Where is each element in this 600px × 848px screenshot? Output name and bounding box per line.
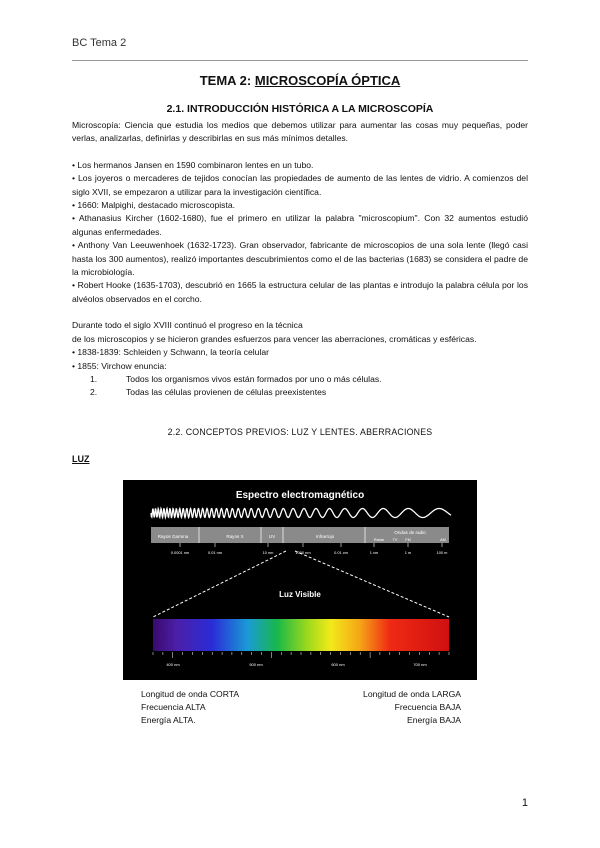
page-number: 1 (521, 797, 528, 809)
luz-label: LUZ (72, 454, 90, 464)
spectrum-figure (123, 480, 477, 680)
band-uv: UV (268, 534, 276, 539)
visible-scale-label: 600 nm (331, 662, 345, 667)
visible-scale-label: 700 nm (413, 662, 427, 667)
history-bullet: • Los joyeros o mercaderes de tejidos conocían las propiedades de aumento de las lentes de vidrio. A comienzos del siglo XVII, se empezaron a utilizar para la investigación científica. (72, 173, 528, 197)
history-bullet: • Anthony Van Leeuwenhoek (1632-1723). Gran observador, fabricante de microscopios de una sola lente (llegó casi hasta los 300 aumentos), realizó importantes descubrimientos como el de las bacterias (1683) se considera el padre de la microbiología. (72, 240, 528, 278)
header-text: BC Tema 2 (72, 37, 127, 49)
progress-paragraph-line1: Durante todo el siglo XVIII continuó el progreso en la técnica (72, 320, 303, 331)
radio-sub-fm: FM (405, 538, 411, 542)
caption-line: Longitud de onda CORTA (141, 689, 240, 699)
history-bullet: • Athanasius Kircher (1602-1680), fue el primero en utilizar la palabra "microscopium". Con 32 aumentos estudió algunas enfermedades. (72, 213, 528, 237)
page-title (0, 73, 600, 88)
radio-sub-tv: TV (392, 538, 398, 542)
scale-label: 1 m (404, 550, 412, 555)
theory-bullet: • 1855: Virchow enuncia: (72, 360, 167, 371)
visible-spectrum-bar (153, 619, 449, 651)
title-main: MICROSCOPÍA ÓPTICA (254, 73, 401, 88)
scale-label: 1000 nm (295, 550, 311, 555)
theory-bullet: • 1838-1839: Schleiden y Schwann, la teoría celular (72, 347, 269, 358)
scale-label: 0.01 nm (207, 550, 223, 555)
wave-line (151, 509, 451, 518)
band-radio: Ondas de radio (394, 530, 426, 535)
header-divider (72, 60, 528, 61)
visible-light-label: Luz Visible (279, 590, 321, 599)
definition-paragraph: Microscopía: Ciencia que estudia los medios que debemos utilizar para aumentar las cosas muy pequeñas, poder verlas, analizarlas, definirlas y describirlas en sus más mínimos detalles. (72, 120, 528, 144)
list-item: 1. Todos los organismos vivos están formados por uno o más células. (90, 373, 382, 384)
radio-sub-radar: Radar (373, 538, 385, 542)
virchow-list (72, 373, 528, 400)
scale-label: 0.0001 nm (170, 550, 190, 555)
visible-ticks (153, 652, 449, 658)
progress-paragraph-line2: de los microscopios y se hicieron grandes esfuerzos para vencer las aberraciones, cromáticas y esféricas. (72, 333, 477, 344)
scale-ticks (180, 543, 442, 547)
history-bullet: • 1660: Malpighi, destacado microscopista. (72, 200, 236, 211)
list-item: 2. Todas las células provienen de células preexistentes (90, 387, 327, 398)
figure-title: Espectro electromagnético (235, 490, 365, 501)
history-bullet: • Robert Hooke (1635-1703), descubrió en 1665 la estructura celular de las plantas e introdujo la palabra célula por los alvéolos observados en el corcho. (72, 280, 528, 304)
caption-line: Frecuencia BAJA (394, 702, 461, 712)
caption-line: Energía BAJA (407, 715, 461, 725)
band-x: Rayos X (226, 534, 244, 539)
band-gamma: Rayos Gamma (157, 534, 189, 539)
section-heading-2: 2.2. CONCEPTOS PREVIOS: LUZ Y LENTES. ABERRACIONES (167, 427, 433, 437)
body-text (72, 119, 528, 400)
band-ir: Infrarrojo (315, 534, 335, 539)
scale-label: 1 cm (369, 550, 379, 555)
section-heading-1: 2.1. INTRODUCCIÓN HISTÓRICA A LA MICROSCOPÍA (166, 103, 434, 115)
zoom-line-left (153, 551, 286, 617)
scale-label: 100 m (436, 550, 448, 555)
zoom-line-right (295, 551, 449, 617)
caption-short-wavelength (141, 688, 239, 727)
caption-long-wavelength (305, 688, 461, 727)
caption-line: Frecuencia ALTA (141, 702, 206, 712)
caption-line: Longitud de onda LARGA (363, 689, 461, 699)
caption-line: Energía ALTA. (141, 715, 196, 725)
radio-sub-am: AM (440, 538, 446, 542)
visible-scale-label: 500 nm (249, 662, 263, 667)
history-bullet: • Los hermanos Jansen en 1590 combinaron lentes en un tubo. (72, 159, 314, 170)
title-prefix: TEMA 2: (199, 73, 255, 88)
scale-label: 10 nm (262, 550, 274, 555)
scale-label: 0.01 cm (334, 550, 348, 555)
visible-scale-label: 400 nm (166, 662, 180, 667)
